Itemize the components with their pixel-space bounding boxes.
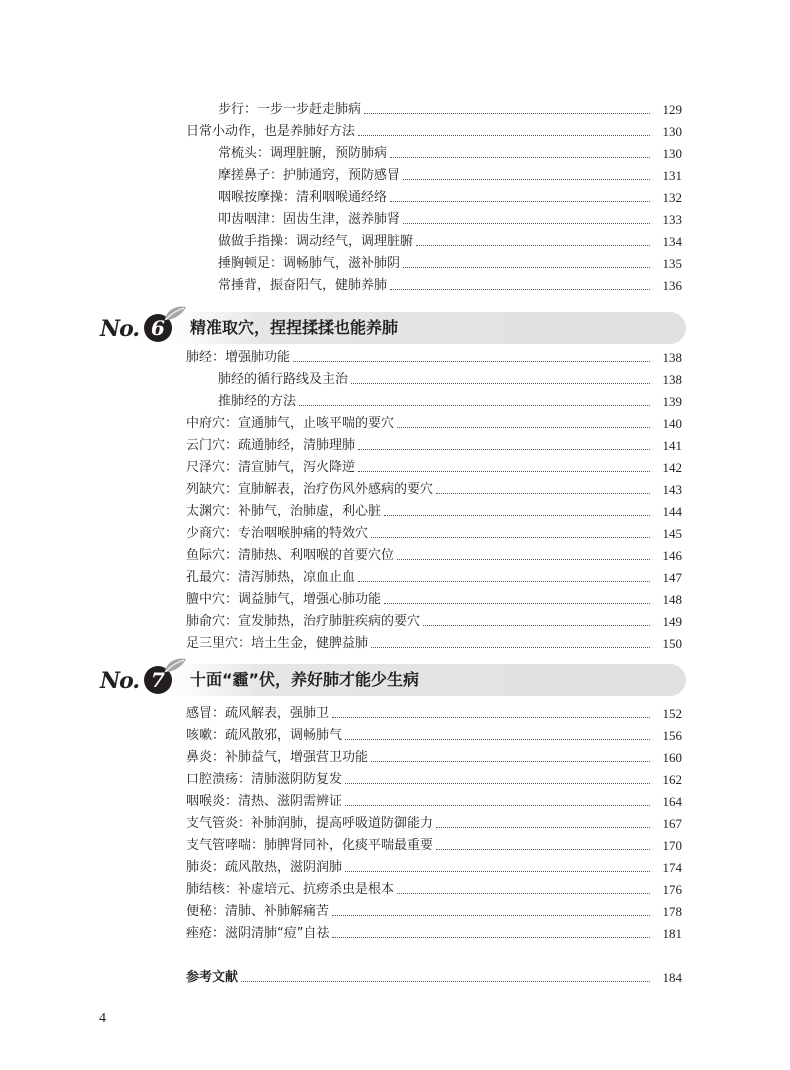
dot-leader (436, 493, 650, 494)
dot-leader (332, 717, 650, 718)
toc-entry-page: 181 (662, 926, 682, 941)
toc-entry-title: 感冒：疏风解表，强肺卫 (186, 706, 330, 721)
toc-entry-page: 184 (662, 970, 682, 985)
dot-leader (371, 761, 650, 762)
toc-entry[interactable] (186, 790, 682, 810)
dot-leader (371, 537, 650, 538)
toc-entry-title: 咽喉炎：清热、滋阴需辨证 (186, 794, 343, 809)
dot-leader (351, 383, 650, 384)
toc-entry-title: 肺炎：疏风散热，滋阴润肺 (186, 860, 343, 875)
toc-entry-page: 146 (662, 548, 682, 563)
toc-entry-page: 152 (662, 706, 682, 721)
toc-entry-title: 鼻炎：补肺益气，增强营卫功能 (186, 750, 369, 765)
toc-entry-page: 164 (662, 794, 682, 809)
toc-entry-page: 132 (662, 190, 682, 205)
toc-entry-references[interactable] (186, 966, 682, 986)
toc-entry-title: 足三里穴：培土生金，健脾益肺 (186, 636, 369, 651)
toc-entry[interactable] (186, 834, 682, 854)
toc-entry[interactable] (186, 500, 682, 520)
chapter-number: 6 (144, 314, 172, 342)
toc-entry-title: 常梳头：调理脏腑，预防肺病 (218, 146, 388, 161)
toc-entry[interactable] (186, 812, 682, 832)
toc-entry-title: 摩搓鼻子：护肺通窍，预防感冒 (218, 168, 401, 183)
toc-entry-page: 150 (662, 636, 682, 651)
chapter-6-header (100, 304, 686, 348)
toc-entry-title: 捶胸顿足：调畅肺气，滋补肺阴 (218, 256, 401, 271)
dot-leader (299, 405, 650, 406)
dot-leader (332, 937, 650, 938)
toc-entry[interactable] (218, 230, 682, 250)
dot-leader (416, 245, 650, 246)
toc-entry[interactable] (186, 544, 682, 564)
toc-entry[interactable] (186, 746, 682, 766)
toc-entry[interactable] (186, 478, 682, 498)
dot-leader (358, 135, 650, 136)
toc-entry-page: 147 (662, 570, 682, 585)
toc-entry[interactable] (186, 922, 682, 942)
dot-leader (358, 471, 650, 472)
dot-leader (436, 849, 650, 850)
dot-leader (358, 581, 650, 582)
dot-leader (332, 915, 650, 916)
toc-entry[interactable] (186, 856, 682, 876)
toc-entry[interactable] (218, 252, 682, 272)
toc-entry-page: 178 (662, 904, 682, 919)
toc-entry-title: 便秘：清肺、补肺解痛苦 (186, 904, 330, 919)
toc-entry-page: 167 (662, 816, 682, 831)
toc-entry-page: 136 (662, 278, 682, 293)
dot-leader (345, 805, 650, 806)
toc-entry-page: 129 (662, 102, 682, 117)
toc-entry-page: 170 (662, 838, 682, 853)
dot-leader (345, 871, 650, 872)
toc-entry-page: 140 (662, 416, 682, 431)
chapter-no-label: No. (100, 668, 140, 694)
toc-entry-page: 139 (662, 394, 682, 409)
leaf-icon (162, 656, 188, 674)
dot-leader (345, 783, 650, 784)
toc-entry-title: 痤疮：滋阴清肺“痘”自祛 (186, 926, 330, 941)
toc-entry-title: 列缺穴：宣肺解表，治疗伤风外感病的要穴 (186, 482, 434, 497)
toc-entry-page: 142 (662, 460, 682, 475)
dot-leader (364, 113, 650, 114)
toc-entry-page: 176 (662, 882, 682, 897)
chapter-no-label: No. (100, 316, 140, 342)
toc-entry-title: 太渊穴：补肺气，治肺虚，利心脏 (186, 504, 382, 519)
toc-entry-title: 中府穴：宣通肺气，止咳平喘的要穴 (186, 416, 395, 431)
toc-entry-title: 咳嗽：疏风散邪，调畅肺气 (186, 728, 343, 743)
dot-leader (436, 827, 650, 828)
toc-entry-page: 133 (662, 212, 682, 227)
toc-entry[interactable] (186, 346, 682, 366)
toc-entry-page: 131 (662, 168, 682, 183)
toc-entry-page: 160 (662, 750, 682, 765)
chapter-7-header (100, 656, 686, 700)
toc-entry[interactable] (186, 522, 682, 542)
chapter-number-badge (100, 656, 184, 700)
toc-entry[interactable] (186, 456, 682, 476)
toc-entry-title: 推肺经的方法 (218, 394, 297, 409)
chapter-title: 精准取穴，捏捏揉揉也能养肺 (190, 318, 399, 337)
toc-entry-title: 膻中穴：调益肺气，增强心肺功能 (186, 592, 382, 607)
toc-entry-title: 参考文献 (186, 970, 239, 985)
toc-entry-title: 孔最穴：清泻肺热，凉血止血 (186, 570, 356, 585)
dot-leader (384, 515, 650, 516)
toc-entry-title: 做做手指操：调动经气，调理脏腑 (218, 234, 414, 249)
toc-entry[interactable] (218, 274, 682, 294)
toc-entry[interactable] (218, 164, 682, 184)
toc-entry[interactable] (186, 878, 682, 898)
dot-leader (397, 559, 650, 560)
toc-entry-page: 130 (662, 146, 682, 161)
toc-entry-title: 步行：一步一步赶走肺病 (218, 102, 362, 117)
dot-leader (403, 267, 650, 268)
toc-entry-title: 支气管哮喘：肺脾肾同补，化痰平喘最重要 (186, 838, 434, 853)
dot-leader (371, 647, 650, 648)
dot-leader (403, 179, 650, 180)
toc-entry[interactable] (218, 368, 682, 388)
toc-entry-page: 138 (662, 372, 682, 387)
toc-entry-page: 145 (662, 526, 682, 541)
dot-leader (390, 201, 650, 202)
page-number: 4 (99, 1011, 106, 1026)
dot-leader (390, 289, 650, 290)
toc-entry[interactable] (186, 434, 682, 454)
toc-entry-title: 少商穴：专治咽喉肿痛的特效穴 (186, 526, 369, 541)
toc-entry-title: 叩齿咽津：固齿生津，滋养肺肾 (218, 212, 401, 227)
dot-leader (358, 449, 650, 450)
dot-leader (293, 361, 650, 362)
toc-entry[interactable] (186, 724, 682, 744)
toc-entry[interactable] (186, 900, 682, 920)
dot-leader (423, 625, 650, 626)
toc-entry-title: 常捶背，振奋阳气，健肺养肺 (218, 278, 388, 293)
dot-leader (397, 893, 650, 894)
toc-entry[interactable] (186, 120, 682, 140)
toc-entry-title: 口腔溃疡：清肺滋阴防复发 (186, 772, 343, 787)
toc-entry-page: 148 (662, 592, 682, 607)
toc-entry-page: 141 (662, 438, 682, 453)
leaf-icon (162, 304, 188, 322)
toc-entry-title: 咽喉按摩操：清利咽喉通经络 (218, 190, 388, 205)
toc-entry[interactable] (218, 186, 682, 206)
toc-entry[interactable] (218, 390, 682, 410)
toc-entry[interactable] (218, 208, 682, 228)
toc-entry-page: 162 (662, 772, 682, 787)
chapter-title: 十面“霾”伏，养好肺才能少生病 (190, 670, 420, 689)
toc-entry-page: 143 (662, 482, 682, 497)
toc-entry-title: 日常小动作，也是养肺好方法 (186, 124, 356, 139)
toc-entry-page: 134 (662, 234, 682, 249)
toc-entry-title: 肺俞穴：宣发肺热，治疗肺脏疾病的要穴 (186, 614, 421, 629)
toc-entry[interactable] (186, 566, 682, 586)
toc-entry[interactable] (186, 610, 682, 630)
toc-entry-title: 肺经：增强肺功能 (186, 350, 291, 365)
toc-entry[interactable] (218, 98, 682, 118)
toc-entry-title: 云门穴：疏通肺经，清肺理肺 (186, 438, 356, 453)
chapter-number: 7 (144, 666, 172, 694)
dot-leader (403, 223, 650, 224)
chapter-number-badge (100, 304, 184, 348)
toc-entry[interactable] (218, 142, 682, 162)
toc-entry[interactable] (186, 412, 682, 432)
toc-entry-page: 135 (662, 256, 682, 271)
toc-entry-page: 149 (662, 614, 682, 629)
dot-leader (384, 603, 650, 604)
toc-entry[interactable] (186, 632, 682, 652)
dot-leader (241, 981, 650, 982)
toc-entry-page: 130 (662, 124, 682, 139)
dot-leader (397, 427, 650, 428)
toc-entry[interactable] (186, 768, 682, 788)
toc-entry-title: 尺泽穴：清宣肺气，泻火降逆 (186, 460, 356, 475)
toc-entry-page: 138 (662, 350, 682, 365)
dot-leader (390, 157, 650, 158)
toc-entry[interactable] (186, 702, 682, 722)
toc-entry-page: 174 (662, 860, 682, 875)
toc-entry-title: 支气管炎：补肺润肺，提高呼吸道防御能力 (186, 816, 434, 831)
toc-entry-page: 144 (662, 504, 682, 519)
toc-entry[interactable] (186, 588, 682, 608)
toc-entry-page: 156 (662, 728, 682, 743)
toc-entry-title: 肺结核：补虚培元、抗痨杀虫是根本 (186, 882, 395, 897)
toc-entry-title: 肺经的循行路线及主治 (218, 372, 349, 387)
toc-entry-title: 鱼际穴：清肺热、利咽喉的首要穴位 (186, 548, 395, 563)
dot-leader (345, 739, 650, 740)
